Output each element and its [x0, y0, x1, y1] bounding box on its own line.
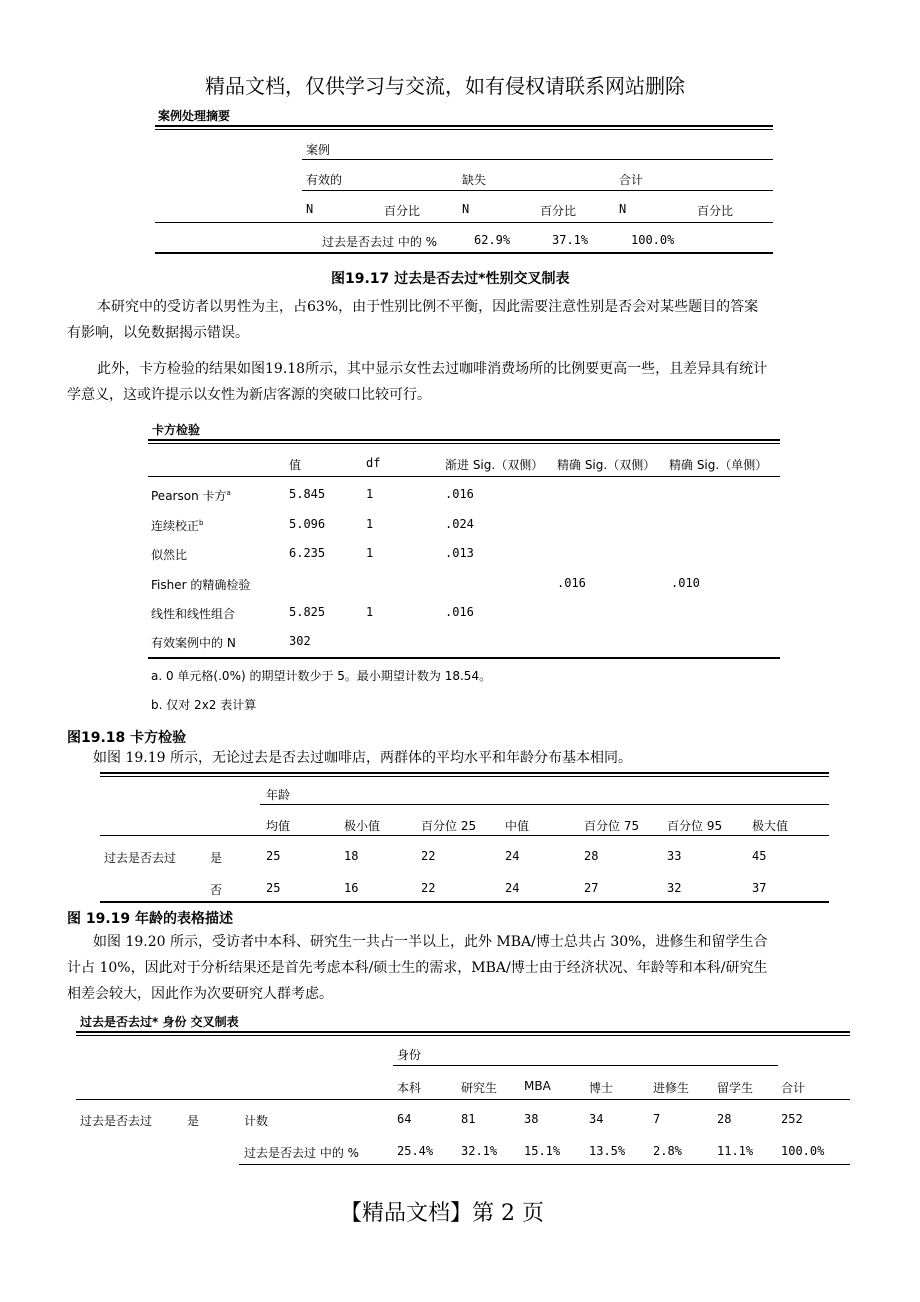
table3-cell: 16: [344, 881, 359, 895]
table3-col-header: 极大值: [752, 819, 789, 833]
table4-col-header: 留学生: [717, 1081, 754, 1095]
table3-rule: [100, 835, 829, 836]
table2-cell-value: 5.096: [289, 517, 326, 531]
table2-col-exact1: 精确 Sig.（单侧）: [669, 458, 768, 472]
table1-col: 百分比: [384, 204, 421, 218]
table1-row-label: 过去是否去过 中的 %: [322, 235, 438, 249]
table4-rule: [393, 1065, 778, 1066]
paragraph-line: 如图 19.20 所示，受访者中本科、研究生一共占一半以上，此外 MBA/博士总共占 30%，进修生和留学生合: [93, 934, 768, 950]
figure-caption-19-18: 图19.18 卡方检验: [67, 730, 187, 746]
table4-cell: 2.8%: [653, 1144, 682, 1158]
table1-col: N: [306, 202, 314, 216]
table4-cell: 64: [397, 1112, 412, 1126]
paragraph-line: 此外，卡方检验的结果如图19.18所示，其中显示女性去过咖啡消费场所的比例要更高一些，且差异具有统计: [97, 361, 768, 377]
table2-row-label: Fisher 的精确检验: [151, 578, 251, 592]
table3-bottom-rule: [100, 901, 829, 903]
table1-col: 百分比: [540, 204, 577, 218]
table2-cell-asym: .016: [445, 605, 474, 619]
table3-cell: 24: [505, 849, 520, 863]
table3-top-rule: [100, 772, 829, 774]
table1-rule: [302, 190, 773, 191]
table3-col-header: 百分位 95: [667, 819, 723, 833]
table2-row-label: 有效案例中的 N: [151, 636, 236, 650]
table4-row-sublabel: 是: [187, 1114, 200, 1128]
table3-cell: 25: [266, 849, 281, 863]
table2-row-label: Pearson 卡方$^a$: [151, 489, 231, 503]
table3-cell: 24: [505, 881, 520, 895]
table4-cell: 11.1%: [717, 1144, 754, 1158]
table2-col-value: 值: [289, 458, 302, 472]
table1-col: N: [619, 202, 627, 216]
table3-top-rule-2: [100, 776, 829, 777]
watermark-header: 精品文档，仅供学习与交流，如有侵权请联系网站删除: [205, 74, 685, 98]
table4-col-header: 合计: [781, 1081, 806, 1095]
table2-row-label: 线性和线性组合: [151, 607, 236, 621]
table2-cell-exact1: .010: [671, 576, 700, 590]
paragraph-line: 本研究中的受访者以男性为主，占63%，由于性别比例不平衡，因此需要注意性别是否会对某些题目的答案: [97, 299, 759, 315]
table4-bottom-rule: [239, 1164, 850, 1165]
table2-cell-value: 6.235: [289, 546, 326, 560]
table1-cell: 37.1%: [552, 233, 589, 247]
table4-cell: 25.4%: [397, 1144, 434, 1158]
table1-group-header: 案例: [306, 143, 331, 157]
table4-row1-label: 计数: [244, 1114, 269, 1128]
figure-caption-19-19: 图 19.19 年龄的表格描述: [67, 911, 234, 927]
table2-row-label: 连续校正$^b$: [151, 519, 204, 533]
table2-cell-asym: .013: [445, 546, 474, 560]
table4-group-header: 身份: [397, 1048, 422, 1062]
table3-cell: 33: [667, 849, 682, 863]
table3-cell: 22: [421, 849, 436, 863]
table2-cell-df: 1: [366, 605, 374, 619]
table3-col-header: 均值: [266, 819, 291, 833]
table3-cell: 27: [584, 881, 599, 895]
table3-cell: 18: [344, 849, 359, 863]
table1-bottom-rule: [155, 252, 773, 254]
page-footer: 【精品文档】第 2 页: [340, 1201, 544, 1226]
table3-row-sublabel: 是: [210, 851, 223, 865]
paragraph-line: 计占 10%，因此对于分析结果还是首先考虑本科/硕士生的需求，MBA/博士由于经济状况、年龄等和本科/研究生: [67, 960, 768, 976]
table4-cell: 252: [781, 1112, 803, 1126]
table2-cell-value: 5.845: [289, 487, 326, 501]
table1-cell: 100.0%: [631, 233, 675, 247]
table1-top-rule: [155, 125, 773, 127]
table4-cell: 28: [717, 1112, 732, 1126]
table1-sub-missing: 缺失: [462, 173, 487, 187]
table2-col-asym: 渐进 Sig.（双侧）: [445, 458, 544, 472]
table3-row-sublabel: 否: [210, 883, 223, 897]
table3-cell: 45: [752, 849, 767, 863]
table2-col-df: df: [366, 456, 381, 470]
table2-note-a: a. 0 单元格(.0%) 的期望计数少于 5。最小期望计数为 18.54。: [151, 669, 492, 683]
table1-sub-valid: 有效的: [306, 173, 343, 187]
figure-caption-19-17: 图19.17 过去是否去过*性别交叉制表: [331, 271, 570, 287]
table4-cell: 81: [461, 1112, 476, 1126]
table4-col-header: 本科: [397, 1081, 422, 1095]
table2-top-rule-2: [148, 443, 780, 444]
table3-cell: 32: [667, 881, 682, 895]
table2-cell-asym: .016: [445, 487, 474, 501]
table2-cell-value: 5.825: [289, 605, 326, 619]
table3-rule: [260, 804, 829, 805]
table2-cell-df: 1: [366, 517, 374, 531]
table2-cell-df: 1: [366, 487, 374, 501]
table4-cell: 32.1%: [461, 1144, 498, 1158]
table2-cell-value: 302: [289, 634, 311, 648]
table2-cell-exact2: .016: [557, 576, 586, 590]
table2-bottom-rule: [148, 657, 780, 659]
table4-cell: 38: [524, 1112, 539, 1126]
table4-cell: 34: [589, 1112, 604, 1126]
table3-group-header: 年龄: [266, 788, 291, 802]
table4-cell: 15.1%: [524, 1144, 561, 1158]
paragraph-line: 学意义，这或许提示以女性为新店客源的突破口比较可行。: [67, 387, 431, 403]
table2-row-label: 似然比: [151, 548, 188, 562]
table4-cell: 7: [653, 1112, 661, 1126]
table1-rule: [302, 159, 773, 160]
table4-top-rule-2: [76, 1035, 850, 1036]
table4-col-header: MBA: [524, 1079, 551, 1093]
table1-title: 案例处理摘要: [158, 109, 231, 123]
table3-cell: 28: [584, 849, 599, 863]
table2-rule: [148, 476, 780, 477]
table4-col-header: 博士: [589, 1081, 614, 1095]
table4-cell: 13.5%: [589, 1144, 626, 1158]
table2-top-rule: [148, 439, 780, 441]
table3-cell: 22: [421, 881, 436, 895]
table3-col-header: 百分位 75: [584, 819, 640, 833]
table4-title: 过去是否去过* 身份 交叉制表: [80, 1015, 239, 1029]
table3-cell: 25: [266, 881, 281, 895]
table2-cell-asym: .024: [445, 517, 474, 531]
table4-cell: 100.0%: [781, 1144, 825, 1158]
table4-col-header: 进修生: [653, 1081, 690, 1095]
table4-row-label: 过去是否去过: [80, 1114, 153, 1128]
table2-col-exact2: 精确 Sig.（双侧）: [557, 458, 656, 472]
table1-rule: [155, 222, 773, 223]
table3-col-header: 极小值: [344, 819, 381, 833]
table1-cell: 62.9%: [474, 233, 511, 247]
table3-col-header: 百分位 25: [421, 819, 477, 833]
table2-cell-df: 1: [366, 546, 374, 560]
table4-rule: [76, 1099, 850, 1100]
table1-col: 百分比: [697, 204, 734, 218]
paragraph-line: 相差会较大，因此作为次要研究人群考虑。: [67, 986, 333, 1002]
table1-col: N: [462, 202, 470, 216]
table4-col-header: 研究生: [461, 1081, 498, 1095]
paragraph-line: 如图 19.19 所示，无论过去是否去过咖啡店，两群体的平均水平和年龄分布基本相同。: [93, 750, 632, 766]
table2-title: 卡方检验: [152, 423, 201, 437]
table3-col-header: 中值: [505, 819, 530, 833]
table3-cell: 37: [752, 881, 767, 895]
table2-note-b: b. 仅对 2x2 表计算: [151, 698, 257, 712]
table4-row2-label: 过去是否去过 中的 %: [244, 1146, 360, 1160]
table4-top-rule: [76, 1031, 850, 1033]
table3-row-label: 过去是否去过: [104, 851, 177, 865]
paragraph-line: 有影响，以免数据揭示错误。: [67, 325, 249, 341]
table1-top-rule-2: [155, 129, 773, 130]
table1-sub-total: 合计: [619, 173, 644, 187]
